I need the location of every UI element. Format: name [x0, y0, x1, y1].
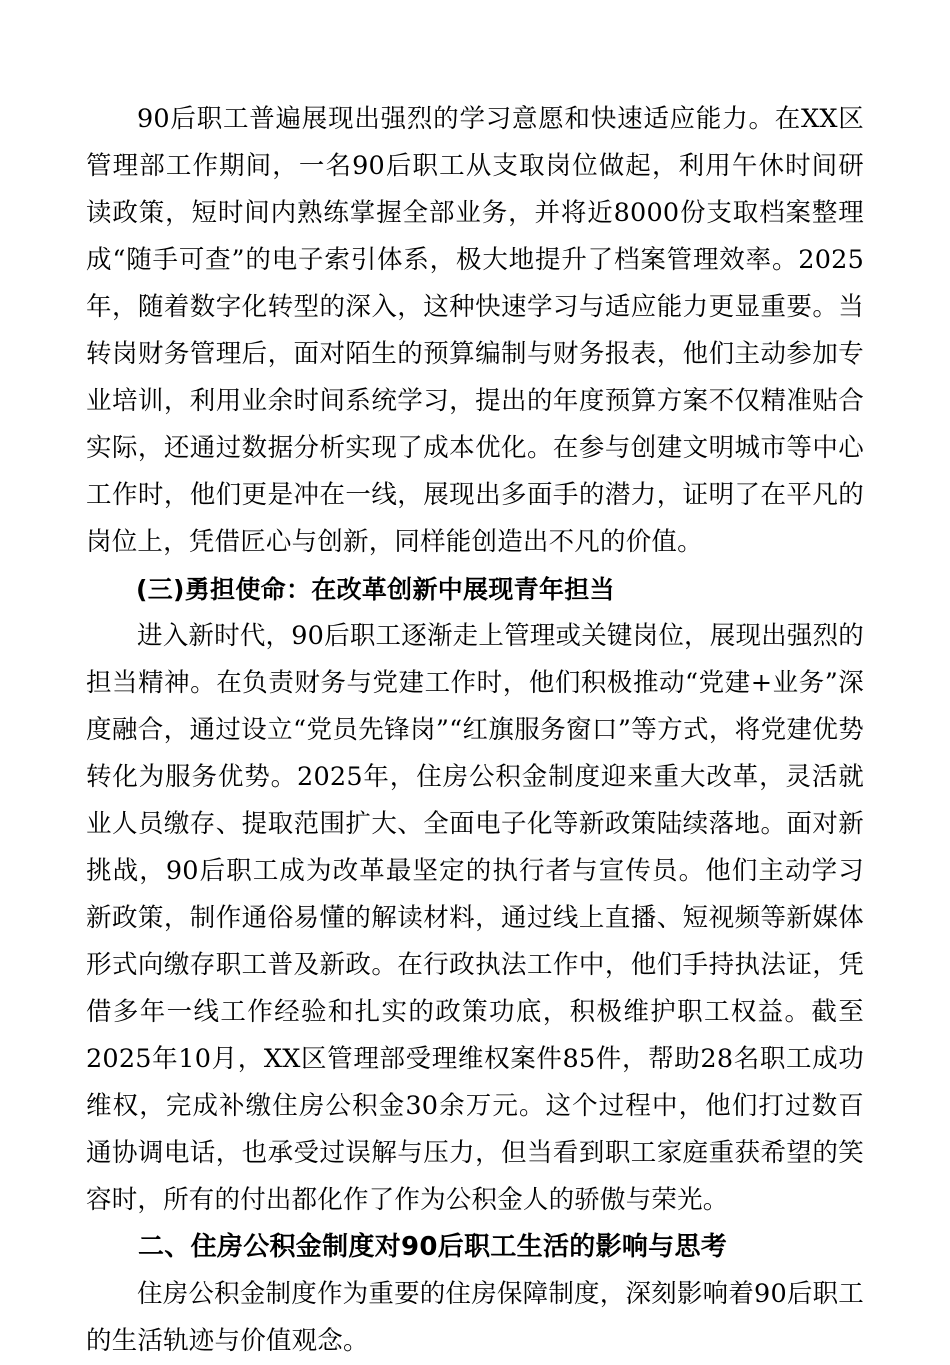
section-heading-three: (三)勇担使命：在改革创新中展现青年担当 [136, 575, 615, 604]
paragraph-2: 进入新时代，90后职工逐渐走上管理或关键岗位，展现出强烈的担当精神。在负责财务与党建工作时，他们积极推动“党建+业务”深度融合，通过设立“党员先锋岗”“红旗服务窗口”等方式，将党建优势转化为服务优势。2025年，住房公积金制度迎来重大改革，灵活就业人员缴存、提取范围扩大、全面电子化等新政策陆续落地。面对新挑战，90后职工成为改革最坚定的执行者与宣传员。他们主动学习新政策，制作通俗易懂的解读材料，通过线上直播、短视频等新媒体形式向缴存职工普及新政。在行政执法工作中，他们手持执法证，凭借多年一线工作经验和扎实的政策功底，积极维护职工权益。截至2025年10月，XX区管理部受理维权案件85件，帮助28名职工成功维权，完成补缴住房公积金30余万元。这个过程中，他们打过数百通协调电话，也承受过误解与压力，但当看到职工家庭重获希望的笑容时，所有的付出都化作了作为公积金人的骄傲与荣光。 [86, 621, 864, 1215]
document-body [86, 96, 864, 1365]
paragraph-1: 90后职工普遍展现出强烈的学习意愿和快速适应能力。在XX区管理部工作期间，一名90后职工从支取岗位做起，利用午休时间研读政策，短时间内熟练掌握全部业务，并将近8000份支取档案整理成“随手可查”的电子索引体系，极大地提升了档案管理效率。2025年，随着数字化转型的深入，这种快速学习与适应能力更显重要。当转岗财务管理后，面对陌生的预算编制与财务报表，他们主动参加专业培训，利用业余时间系统学习，提出的年度预算方案不仅精准贴合实际，还通过数据分析实现了成本优化。在参与创建文明城市等中心工作时，他们更是冲在一线，展现出多面手的潜力，证明了在平凡的岗位上，凭借匠心与创新，同样能创造出不凡的价值。 [86, 104, 864, 557]
paragraph-3: 住房公积金制度作为重要的住房保障制度，深刻影响着90后职工的生活轨迹与价值观念。 [86, 1279, 864, 1356]
section-heading-two: 二、住房公积金制度对90后职工生活的影响与思考 [138, 1232, 728, 1262]
